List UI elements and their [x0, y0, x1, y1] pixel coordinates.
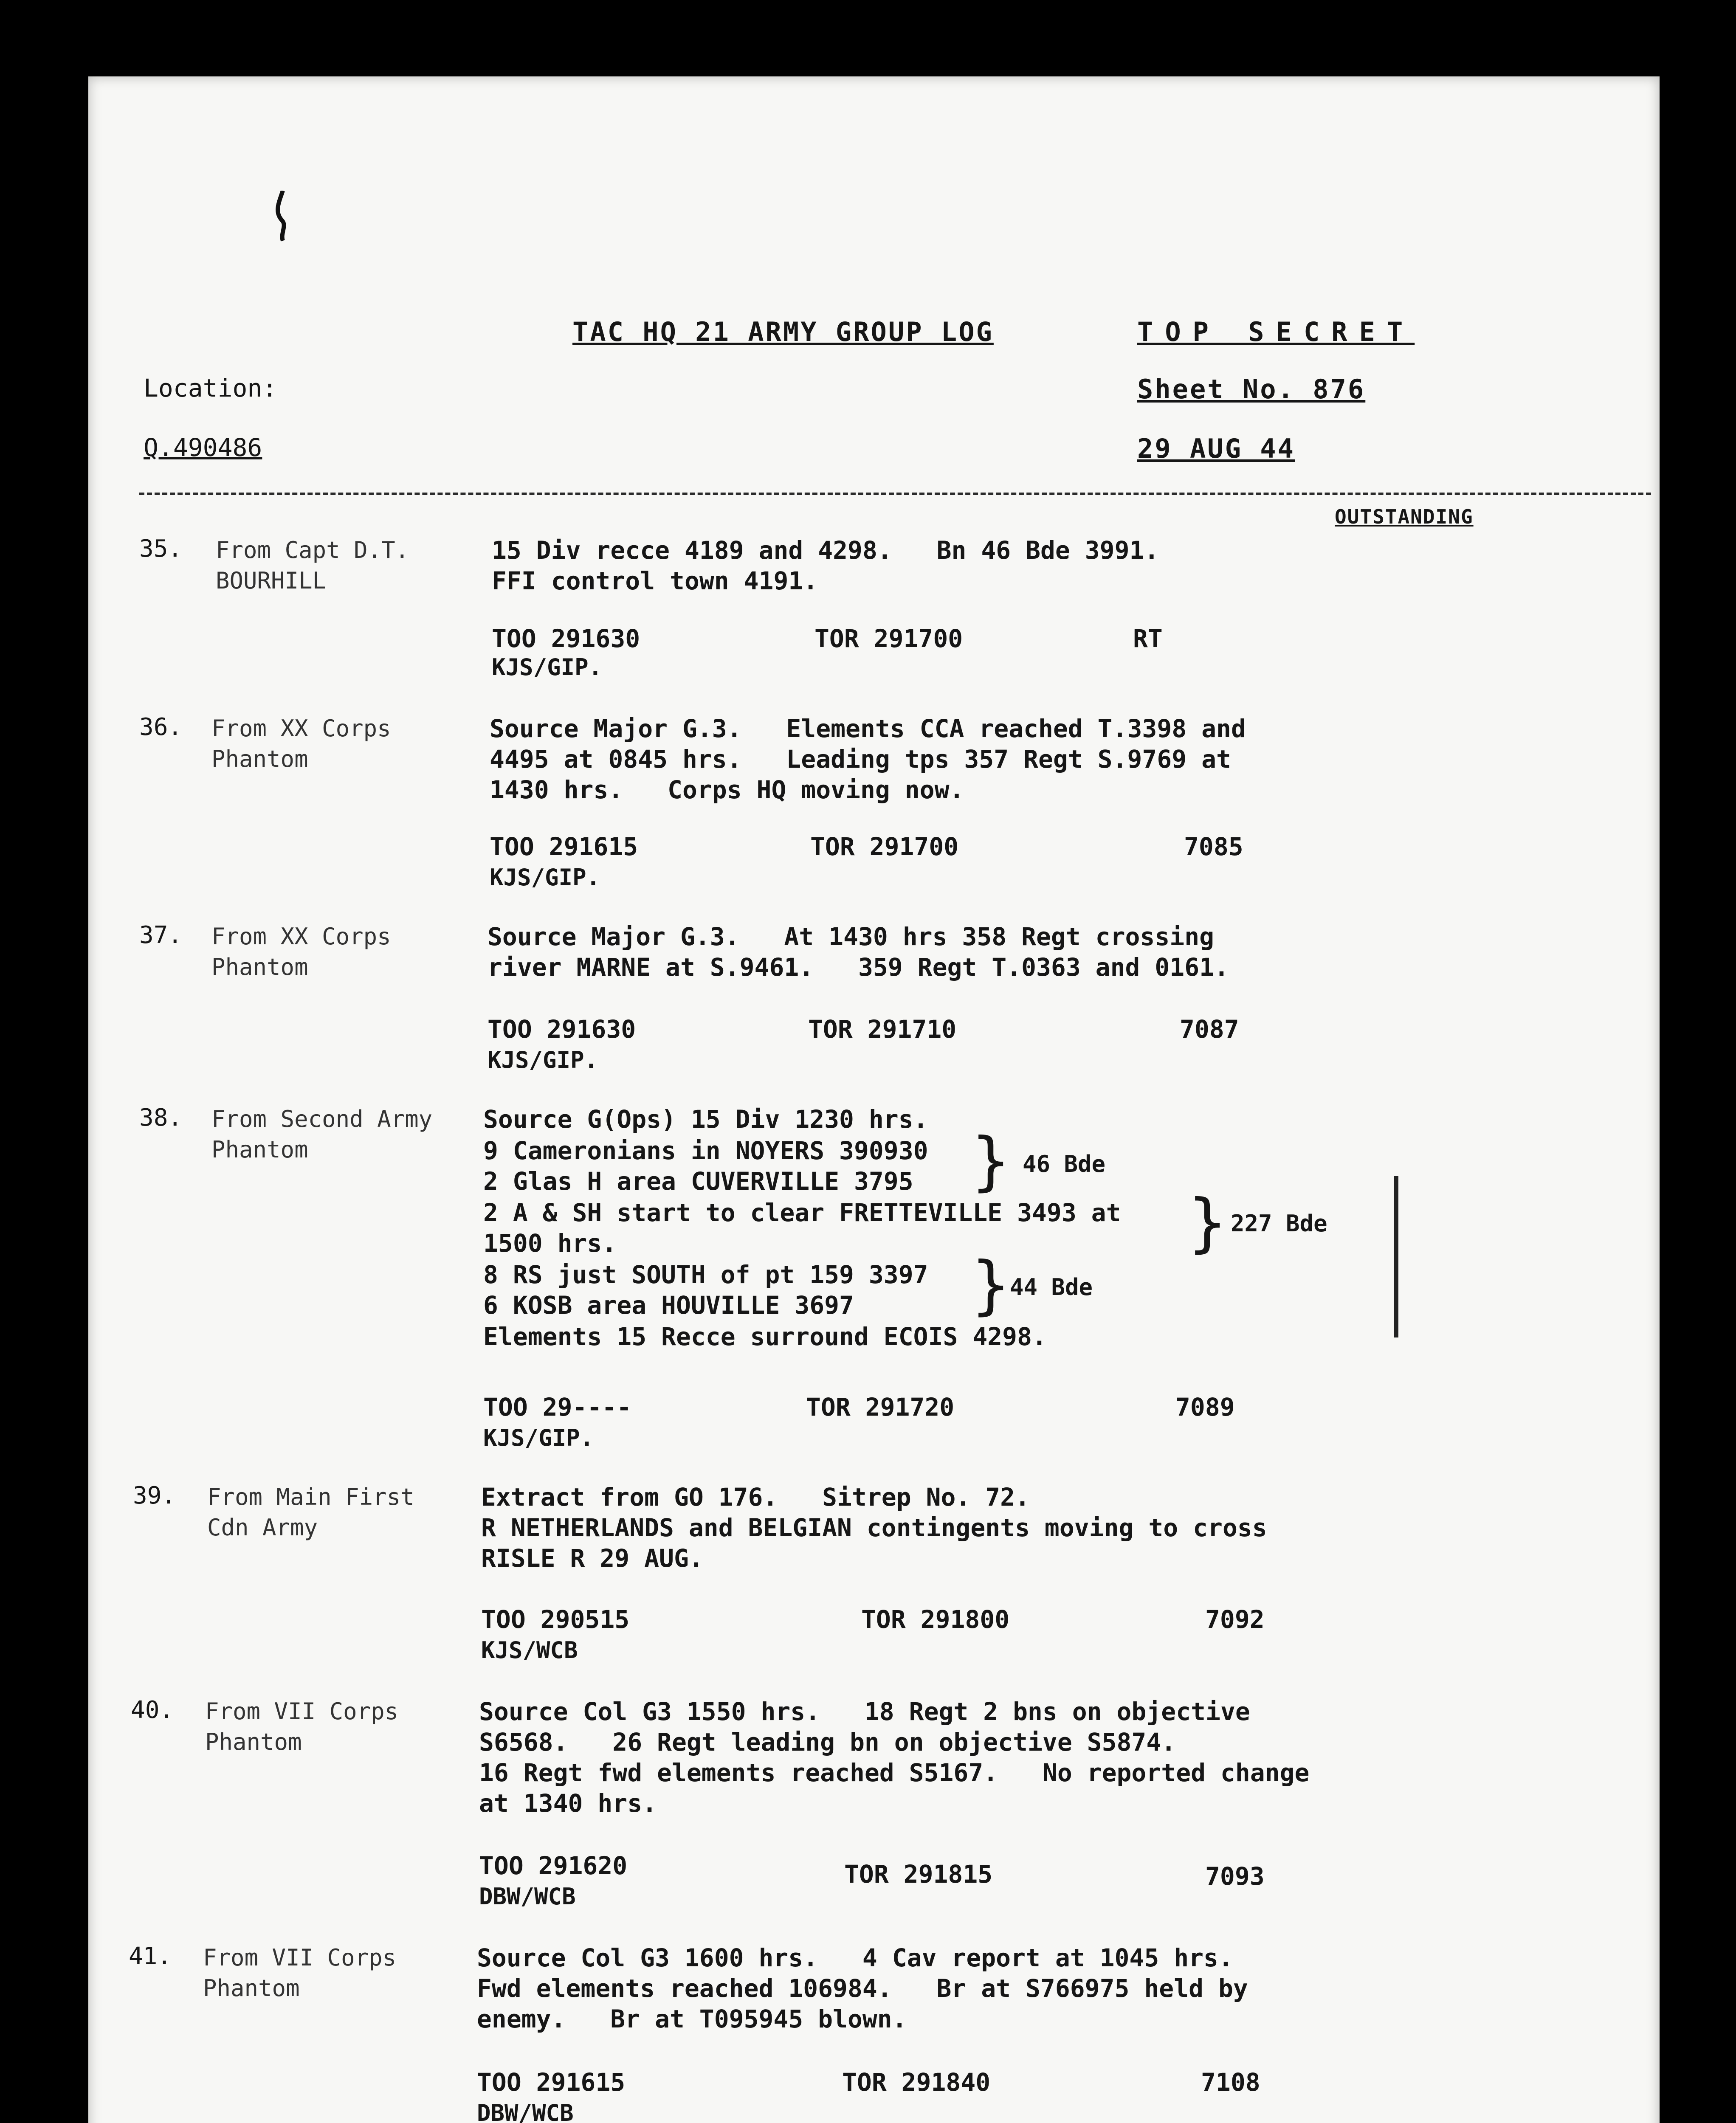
initials: DBW/WCB: [477, 2100, 574, 2123]
entry-from: From Second Army Phantom: [211, 1106, 433, 1163]
margin-pen-mark: [1394, 1176, 1398, 1337]
entry-text: Source G(Ops) 15 Div 1230 hrs.: [483, 1105, 928, 1134]
entry-text: Source Major G.3. Elements CCA reached T.3398 and 4495 at 0845 hrs. Leading tps 357 Regt S.9769 at 1430 hrs. Corps HQ moving now.: [490, 714, 1246, 804]
initials: KJS/WCB: [481, 1637, 578, 1664]
entry-number: 35.: [139, 535, 183, 563]
bde-label: 46 Bde: [1023, 1151, 1106, 1177]
time-of-origin: TOO 291615: [477, 2068, 626, 2097]
bde-label: 227 Bde: [1231, 1210, 1327, 1237]
entry-number: 37.: [139, 921, 183, 949]
ink-mark: [245, 183, 296, 251]
time-of-origin: TOO 291630: [492, 624, 640, 653]
initials: KJS/GIP.: [488, 1047, 598, 1073]
time-of-receipt: TOR 291840: [842, 2068, 991, 2097]
entry-text: Elements 15 Recce surround ECOIS 4298.: [483, 1322, 1047, 1351]
margin-stamp: OUTSTANDING: [1335, 505, 1474, 528]
time-of-receipt: TOR 291700: [814, 624, 963, 653]
message-ref: 7087: [1180, 1015, 1239, 1044]
entry-number: 38.: [139, 1104, 183, 1132]
entry-text: Source Col G3 1550 hrs. 18 Regt 2 bns on objective S6568. 26 Regt leading bn on objective S5874. 16 Regt fwd elements reached S5167. No reported change at 1340 hrs.: [479, 1697, 1310, 1818]
time-of-origin: TOO 290515: [481, 1605, 630, 1634]
time-of-origin: TOO 29----: [483, 1393, 632, 1422]
unit-group: 8 RS just SOUTH of pt 159 3397 6 KOSB area HOUVILLE 3697: [483, 1260, 928, 1320]
time-of-receipt: TOR 291800: [861, 1605, 1010, 1634]
entry-from: From XX Corps Phantom: [211, 715, 391, 772]
location-value: Q.490486: [144, 433, 262, 462]
location-label: Location:: [144, 374, 277, 403]
message-ref: 7089: [1175, 1393, 1235, 1422]
message-ref: 7093: [1205, 1862, 1265, 1891]
entry-number: 40.: [131, 1696, 174, 1724]
initials: KJS/GIP.: [492, 654, 603, 681]
time-of-origin: TOO 291630: [488, 1015, 636, 1044]
time-of-receipt: TOR 291720: [806, 1393, 955, 1422]
entry-number: 36.: [139, 713, 183, 741]
initials: KJS/GIP.: [490, 864, 600, 891]
entry-from: From XX Corps Phantom: [211, 923, 391, 980]
entry-text: Extract from GO 176. Sitrep No. 72. R NETHERLANDS and BELGIAN contingents moving to cross RISLE R 29 AUG.: [481, 1483, 1267, 1573]
entry-from: From Main First Cdn Army: [207, 1484, 414, 1541]
unit-group: 2 A & SH start to clear FRETTEVILLE 3493 at 1500 hrs.: [483, 1198, 1121, 1258]
brace-46: }: [972, 1124, 1010, 1198]
message-ref: 7092: [1205, 1605, 1265, 1634]
time-of-receipt: TOR 291815: [844, 1860, 993, 1889]
message-ref: 7085: [1184, 832, 1243, 861]
entry-number: 39.: [133, 1482, 176, 1509]
brace-44: }: [972, 1248, 1010, 1322]
bde-label: 44 Bde: [1010, 1274, 1093, 1301]
unit-group: 9 Cameronians in NOYERS 390930 2 Glas H area CUVERVILLE 3795: [483, 1136, 928, 1196]
message-ref: RT: [1133, 624, 1163, 653]
header-rule: [139, 493, 1651, 495]
log-sheet: [88, 76, 1660, 2123]
entry-text: 15 Div recce 4189 and 4298. Bn 46 Bde 3991. FFI control town 4191.: [492, 536, 1159, 595]
entry-from: From Capt D.T. BOURHILL: [216, 537, 409, 594]
sheet-number: Sheet No. 876: [1137, 374, 1366, 405]
time-of-origin: TOO 291615: [490, 832, 638, 861]
initials: KJS/GIP.: [483, 1425, 594, 1451]
log-title: TAC HQ 21 ARMY GROUP LOG: [572, 316, 994, 347]
entry-from: From VII Corps Phantom: [205, 1698, 399, 1755]
time-of-receipt: TOR 291710: [808, 1015, 957, 1044]
entry-from: From VII Corps Phantom: [203, 1944, 397, 2002]
message-ref: 7108: [1201, 2068, 1260, 2097]
log-date: 29 AUG 44: [1137, 433, 1295, 464]
time-of-origin: TOO 291620: [479, 1851, 628, 1880]
initials: DBW/WCB: [479, 1883, 576, 1910]
classification: TOP SECRET: [1137, 316, 1415, 347]
entry-number: 41.: [129, 1943, 172, 1970]
brace-227: }: [1188, 1186, 1227, 1260]
entry-text: Source Major G.3. At 1430 hrs 358 Regt crossing river MARNE at S.9461. 359 Regt T.0363 and 0161.: [488, 922, 1229, 982]
entry-text: Source Col G3 1600 hrs. 4 Cav report at 1045 hrs. Fwd elements reached 106984. Br at S766975 held by enemy. Br at T095945 blown.: [477, 1943, 1248, 2033]
time-of-receipt: TOR 291700: [810, 832, 959, 861]
